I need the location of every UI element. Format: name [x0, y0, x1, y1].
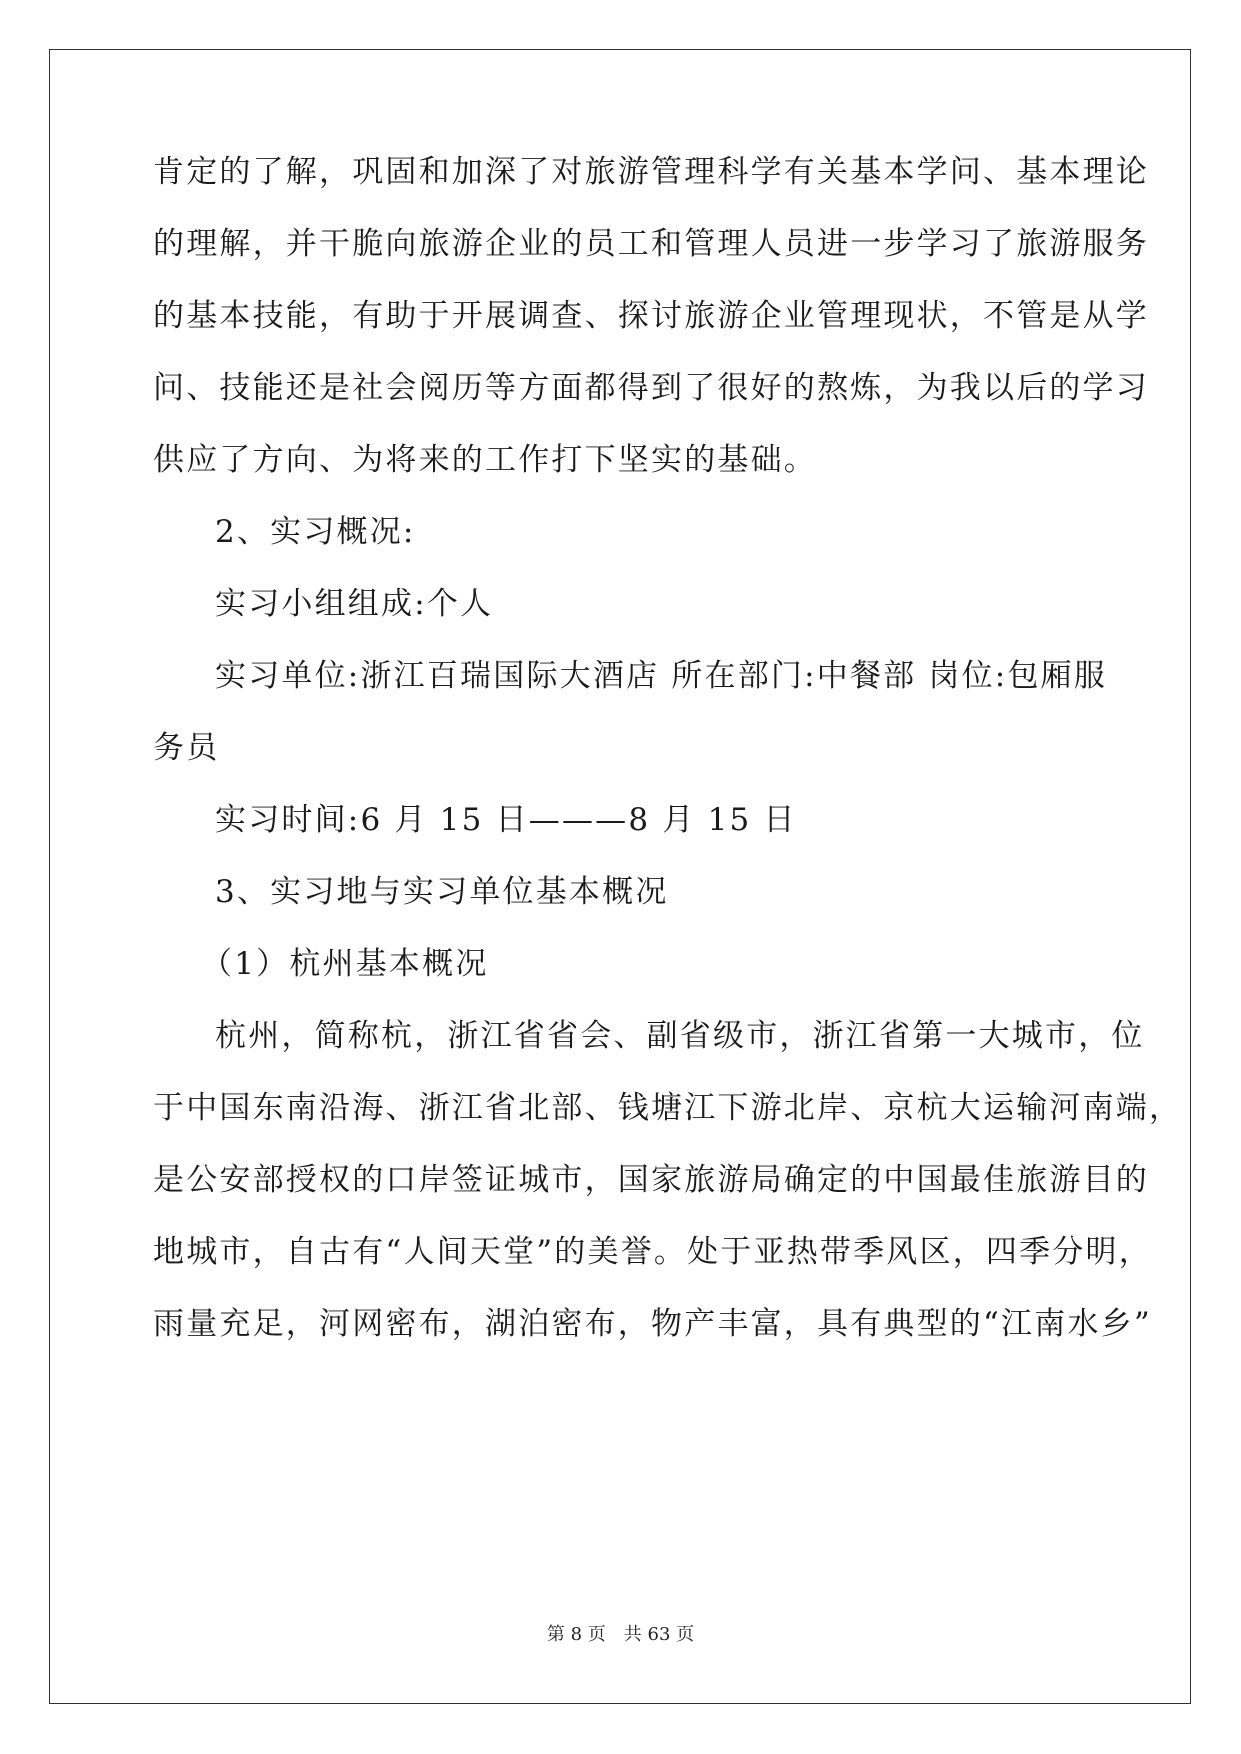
- subsection-heading: （1）杭州基本概况: [201, 946, 489, 982]
- text-line: 的基本技能，有助于开展调查、探讨旅游企业管理现状，不管是从学: [153, 298, 1149, 334]
- text-line: 杭州，简称杭，浙江省省会、副省级市，浙江省第一大城市，位: [215, 1018, 1145, 1054]
- text-line: 实习时间:6 月 15 日———8 月 15 日: [215, 802, 797, 838]
- text-line: 于中国东南沿海、浙江省北部、钱塘江下游北岸、京杭大运输河南端，: [153, 1090, 1183, 1126]
- text-line: 肯定的了解，巩固和加深了对旅游管理科学有关基本学问、基本理论: [153, 154, 1149, 190]
- text-line: 问、技能还是社会阅历等方面都得到了很好的熬炼，为我以后的学习: [153, 370, 1149, 406]
- text-line: 雨量充足，河网密布，湖泊密布，物产丰富，具有典型的“江南水乡”: [153, 1306, 1152, 1342]
- text-line: 实习单位:浙江百瑞国际大酒店 所在部门:中餐部 岗位:包厢服: [215, 658, 1108, 694]
- text-line: 的理解，并干脆向旅游企业的员工和管理人员进一步学习了旅游服务: [153, 226, 1149, 262]
- text-line: 地城市，自古有“人间天堂”的美誉。处于亚热带季风区，四季分明，: [153, 1234, 1152, 1270]
- text-line: 供应了方向、为将来的工作打下坚实的基础。: [153, 442, 817, 478]
- text-line: 实习小组组成:个人: [215, 586, 494, 622]
- page-number: 第 8 页 共 63 页: [546, 1624, 695, 1645]
- text-line: 务员: [153, 730, 220, 766]
- section-heading: 3、实习地与实习单位基本概况: [215, 874, 669, 910]
- text-line: 是公安部授权的口岸签证城市，国家旅游局确定的中国最佳旅游目的: [153, 1162, 1149, 1198]
- section-heading: 2、实习概况:: [215, 514, 416, 550]
